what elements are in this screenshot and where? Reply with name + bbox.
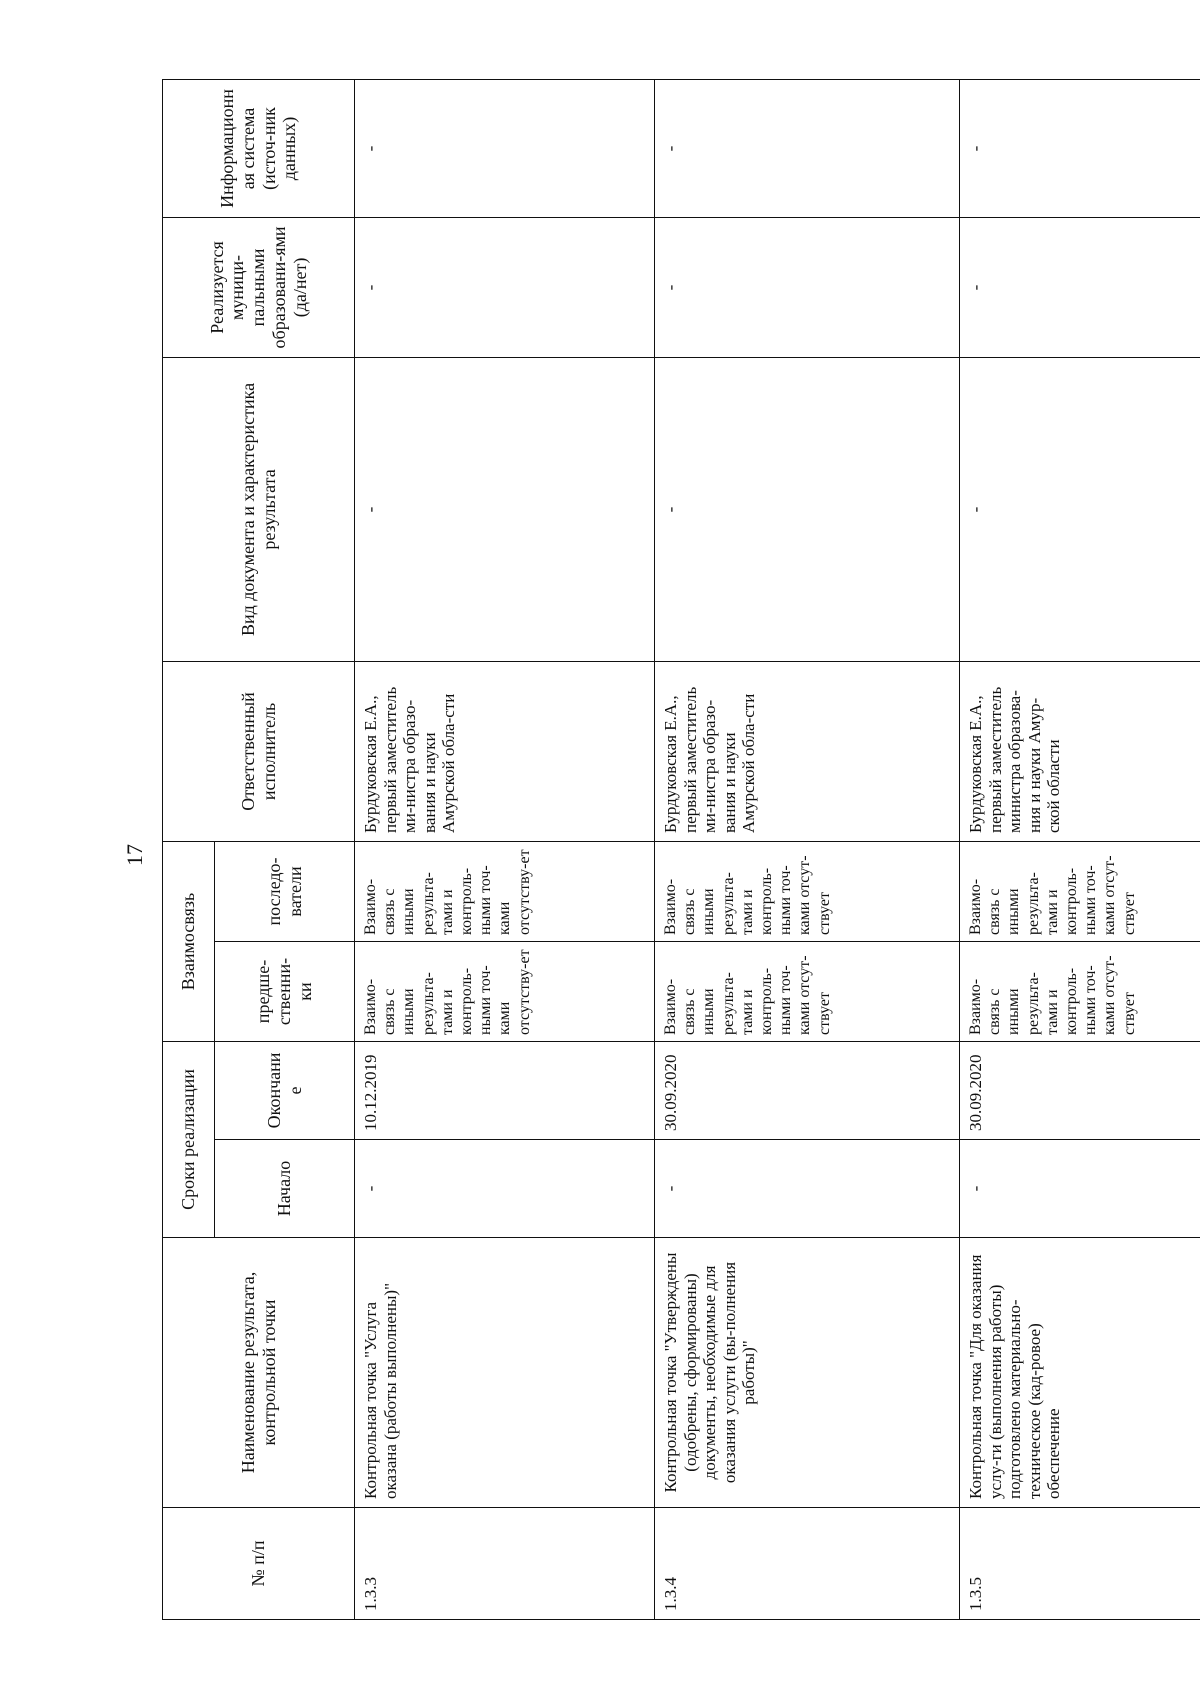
row-predecessors: Взаимо-связь с иными результа-тами и контроль-ными точ-ками отсут-ствует — [655, 941, 960, 1041]
row-doc-type: - — [960, 357, 1200, 661]
row-municipal: - — [655, 217, 960, 357]
header-info-system: Информационная система (источ-ник данных) — [163, 79, 355, 217]
row-num: 1.3.5 — [960, 1508, 1200, 1620]
row-successors: Взаимо-связь с иными результа-тами и контроль-ными точ-ками отсут-ствует — [655, 841, 960, 941]
row-start: - — [655, 1140, 960, 1238]
row-num: 1.3.3 — [355, 1508, 655, 1620]
row-responsible: Бурдуковская Е.А., первый заместитель министра образова-ния и науки Амур-ской области — [960, 661, 1200, 841]
header-terms: Сроки реализации — [163, 1041, 215, 1237]
row-doc-type: - — [655, 357, 960, 661]
row-end: 10.12.2019 — [355, 1041, 655, 1139]
header-end: Окончание — [215, 1041, 355, 1139]
page-number: 17 — [122, 844, 147, 866]
row-successors: Взаимо-связь с иными результа-тами и контроль-ными точ-ками отсутству-ет — [355, 841, 655, 941]
header-doc-type: Вид документа и характеристика результата — [163, 357, 355, 661]
row-responsible: Бурдуковская Е.А., первый заместитель ми-нистра образо-вания и науки Амурской обла-сти — [655, 661, 960, 841]
row-start: - — [960, 1140, 1200, 1238]
row-info-system: - — [355, 79, 655, 217]
header-successors: последо-ватели — [215, 841, 355, 941]
header-responsible: Ответственный исполнитель — [163, 661, 355, 841]
header-start: Начало — [215, 1140, 355, 1238]
row-num: 1.3.4 — [655, 1508, 960, 1620]
row-end: 30.09.2020 — [960, 1041, 1200, 1139]
row-name: Контрольная точка "Для оказания услу-ги (выполнения работы) подготовлено материально-техническое (кад-ровое) обеспечение — [960, 1238, 1200, 1508]
header-name: Наименование результата, контрольной точки — [163, 1238, 355, 1508]
row-successors: Взаимо-связь с иными результа-тами и контроль-ными точ-ками отсут-ствует — [960, 841, 1200, 941]
control-points-table — [162, 79, 1200, 1620]
row-name: Контрольная точка "Услуга оказана (работы выполнены)" — [355, 1238, 655, 1508]
row-end: 30.09.2020 — [655, 1041, 960, 1139]
row-name: Контрольная точка "Утверждены (одобрены, сформированы) документы, необходимые для оказания услуги (вы-полнения работы)" — [655, 1238, 960, 1508]
row-info-system: - — [960, 79, 1200, 217]
row-info-system: - — [655, 79, 960, 217]
table-row — [355, 79, 655, 1619]
row-responsible: Бурдуковская Е.А., первый заместитель ми-нистра образо-вания и науки Амурской обла-сти — [355, 661, 655, 841]
table-row — [655, 79, 960, 1619]
row-municipal: - — [960, 217, 1200, 357]
row-predecessors: Взаимо-связь с иными результа-тами и контроль-ными точ-ками отсутству-ет — [355, 941, 655, 1041]
header-num: № п/п — [163, 1508, 355, 1620]
row-predecessors: Взаимо-связь с иными результа-тами и контроль-ными точ-ками отсут-ствует — [960, 941, 1200, 1041]
rotated-table-container — [162, 80, 1200, 1620]
row-doc-type: - — [355, 357, 655, 661]
header-municipal: Реализуется муници-пальными образовани-ями (да/нет) — [163, 217, 355, 357]
row-start: - — [355, 1140, 655, 1238]
row-municipal: - — [355, 217, 655, 357]
header-predecessors: предше-ственни-ки — [215, 941, 355, 1041]
table-header — [163, 79, 355, 1619]
table-row — [960, 79, 1200, 1619]
header-relation: Взаимосвязь — [163, 841, 215, 1041]
